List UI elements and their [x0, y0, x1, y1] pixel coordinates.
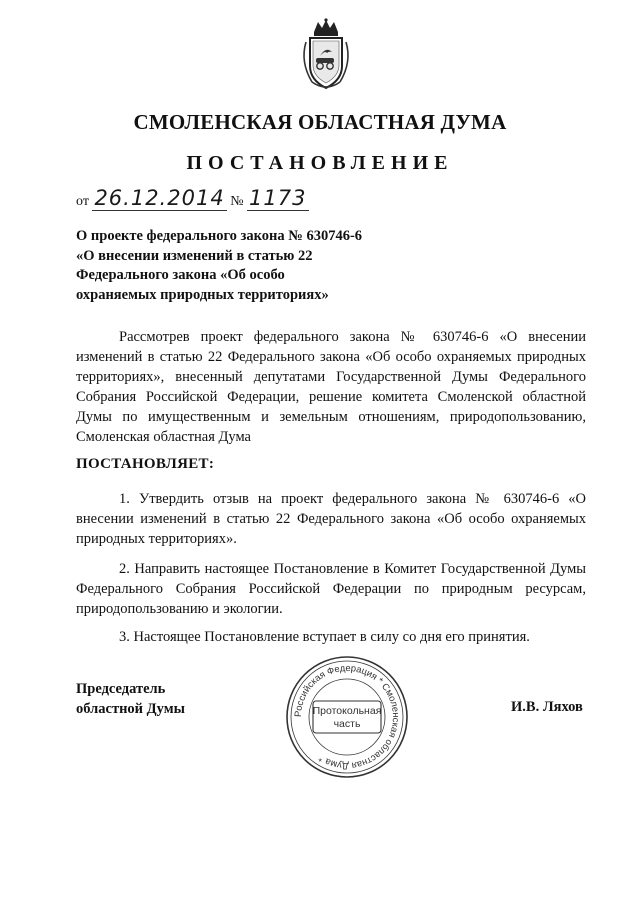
- decree-item-2: 2. Направить настоящее Постановление в Комитет Государственной Думы Федерального Собрания Российской Федерации по природным ресурсам, природопользованию и экологии.: [76, 561, 586, 617]
- decree-heading: ПОСТАНОВЛЯЕТ:: [76, 456, 215, 472]
- number-sign: №: [230, 194, 244, 209]
- organization-title: СМОЛЕНСКАЯ ОБЛАСТНАЯ ДУМА: [133, 110, 507, 134]
- document-number: 1173: [249, 186, 307, 210]
- decree-item-3: 3. Настоящее Постановление вступает в силу со дня его принятия.: [119, 629, 530, 645]
- subject-line: «О внесении изменений в статью 22: [76, 247, 313, 264]
- decree-item-1: 1. Утвердить отзыв на проект федерального закона № 630746-6 «О внесении изменений в статью 22 Федерального закона «Об особо охраняемых природных территориях».: [76, 491, 586, 547]
- stamp-center-line: Протокольная: [312, 705, 382, 717]
- subject-line: О проекте федерального закона № 630746-6: [76, 228, 363, 244]
- signer-name: И.В. Ляхов: [511, 699, 583, 715]
- stamp-ring-text: Российская Федерация * Смоленская областная Дума *: [291, 661, 403, 773]
- document-type-title: ПОСТАНОВЛЕНИЕ: [186, 152, 454, 174]
- signer-position-line: Председатель: [76, 681, 166, 697]
- official-stamp: [285, 655, 409, 779]
- signer-position: [76, 679, 276, 719]
- date-number-line: [76, 186, 309, 210]
- coat-of-arms-icon: [296, 18, 356, 92]
- stamp-center-line: часть: [333, 718, 361, 730]
- signer-position-line: областной Думы: [76, 701, 185, 717]
- document-subject: [76, 227, 396, 305]
- date-prefix: от: [76, 194, 89, 209]
- subject-line: охраняемых природных территориях»: [76, 286, 329, 303]
- document-date: 26.12.2014: [94, 186, 225, 210]
- preamble-paragraph: Рассмотрев проект федерального закона № 630746-6 «О внесении изменений в статью 22 Федерального закона «Об особо охраняемых природных территориях», внесенный депутатами Государственной Думы Федерального Собрания Российской Федерации, решение комитета Смоленской областной Думы по имущественным и земельным отношениям, природопользованию, Смоленская областная Дума: [76, 329, 586, 445]
- subject-line: Федерального закона «Об особо: [76, 267, 285, 283]
